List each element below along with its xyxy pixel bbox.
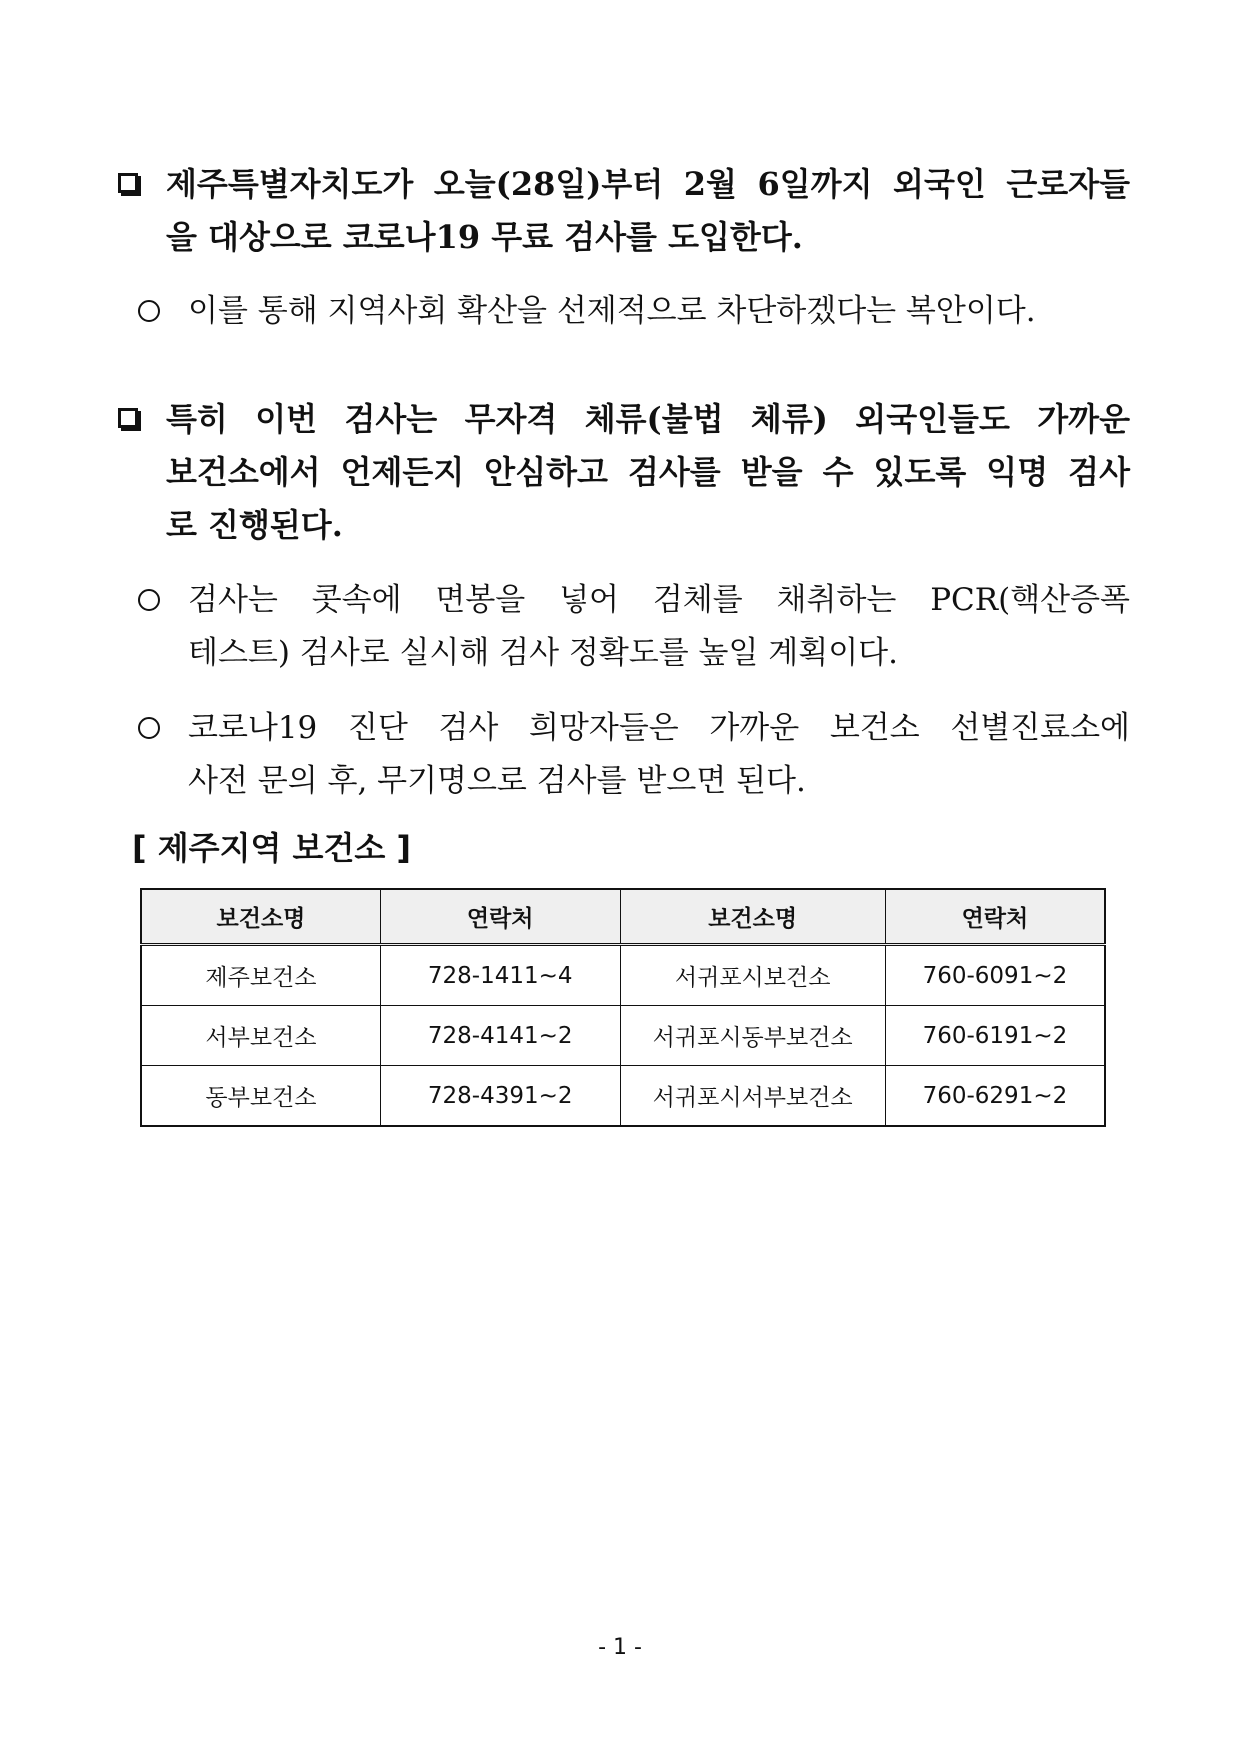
table-cell: 728-1411~4: [380, 945, 620, 1006]
section1-sub-paragraph: [118, 285, 1130, 338]
text-line: 검사는 콧속에 면봉을 넣어 검체를 채취하는 PCR(핵산증폭: [188, 582, 1130, 618]
text-line: 을 대상으로 코로나19 무료 검사를 도입한다.: [166, 218, 803, 256]
section1-sub-block: [118, 285, 1130, 338]
section1-main-paragraph: [118, 158, 1130, 264]
text-line: 제주특별자치도가 오늘(28일)부터 2월 6일까지 외국인 근로자들: [166, 165, 1130, 203]
text-line: 특히 이번 검사는 무자격 체류(불법 체류) 외국인들도 가까운: [166, 400, 1130, 438]
table-cell: 서귀포시보건소: [620, 945, 885, 1006]
table-row: [141, 1006, 1105, 1066]
table-cell: 서부보건소: [141, 1006, 380, 1066]
section1-sub-text: [118, 285, 1130, 338]
table-cell: 760-6091~2: [885, 945, 1105, 1006]
square-bullet-icon: [118, 408, 138, 428]
text-line: 보건소에서 언제든지 안심하고 검사를 받을 수 있도록 익명 검사: [166, 453, 1130, 491]
section1-main-text: [118, 158, 1130, 264]
table-cell: 760-6191~2: [885, 1006, 1105, 1066]
circle-bullet-icon: [138, 717, 160, 739]
table-title: [ 제주지역 보건소 ]: [132, 829, 412, 867]
table-cell: 제주보건소: [141, 945, 380, 1006]
table-row: [141, 945, 1105, 1006]
square-bullet-icon: [118, 173, 138, 193]
section1-block: [118, 158, 1130, 264]
text-line: 테스트) 검사로 실시해 검사 정확도를 높일 계획이다.: [188, 635, 898, 671]
section2-sub1-block: [118, 574, 1130, 680]
column-header: 연락처: [380, 889, 620, 945]
circle-bullet-icon: [138, 589, 160, 611]
circle-bullet-icon: [138, 300, 160, 322]
table-cell: 서귀포시동부보건소: [620, 1006, 885, 1066]
table-cell: 728-4391~2: [380, 1066, 620, 1127]
table-cell: 동부보건소: [141, 1066, 380, 1127]
text-line: 이를 통해 지역사회 확산을 선제적으로 차단하겠다는 복안이다.: [188, 293, 1036, 329]
text-line: 사전 문의 후, 무기명으로 검사를 받으면 된다.: [188, 763, 806, 799]
page-number: - 1 -: [598, 1635, 642, 1660]
section2-block: [118, 393, 1130, 552]
table-cell: 760-6291~2: [885, 1066, 1105, 1127]
text-line: 코로나19 진단 검사 희망자들은 가까운 보건소 선별진료소에: [188, 710, 1130, 746]
section2-sub1-paragraph: [118, 574, 1130, 680]
section2-main-paragraph: [118, 393, 1130, 552]
section2-main-text: [118, 393, 1130, 552]
section2-sub2-block: [118, 702, 1130, 808]
text-line: 로 진행된다.: [166, 506, 343, 544]
section2-sub1-text: [118, 574, 1130, 680]
table-row: [141, 1066, 1105, 1127]
section2-sub2-paragraph: [118, 702, 1130, 808]
health-center-table: [140, 888, 1106, 1127]
section2-sub2-text: [118, 702, 1130, 808]
column-header: 연락처: [885, 889, 1105, 945]
column-header: 보건소명: [620, 889, 885, 945]
table-cell: 728-4141~2: [380, 1006, 620, 1066]
column-header: 보건소명: [141, 889, 380, 945]
table-cell: 서귀포시서부보건소: [620, 1066, 885, 1127]
table-header-row: [141, 889, 1105, 945]
